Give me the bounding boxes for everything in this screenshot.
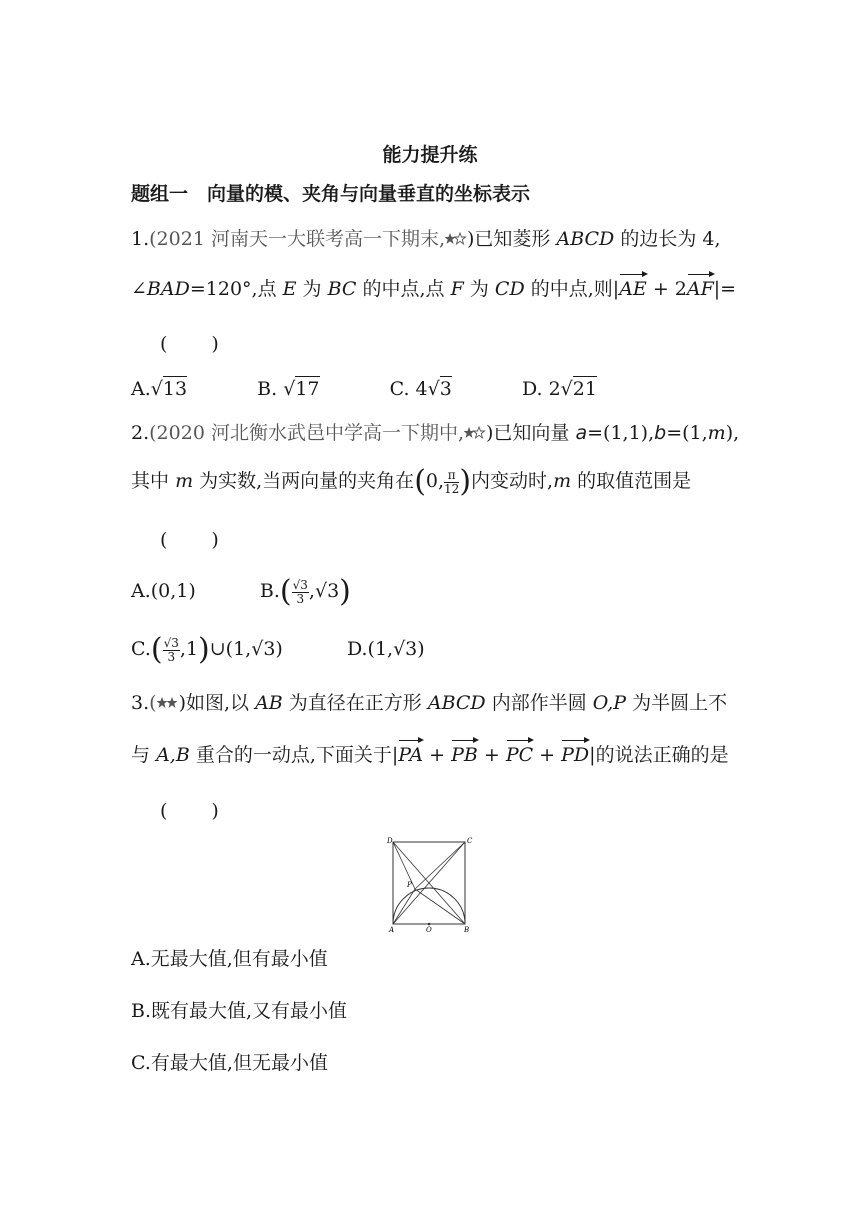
fig-label-B: B (464, 926, 470, 934)
q2-number: 2. (131, 422, 150, 444)
q1-answer-blank: ( ) (160, 333, 221, 355)
pi-over-12: $\frac{\pi}{12}$ (444, 467, 460, 496)
fig-label-D: D (387, 837, 393, 845)
fig-label-O: O (426, 926, 432, 934)
difficulty-star-icon (445, 232, 467, 246)
q1-option-c: C. 4√3 (389, 378, 452, 400)
q3-answer-blank: ( ) (160, 800, 221, 822)
vector-AE: AE (619, 278, 647, 300)
q2-option-c: C.( $\frac{√3}{3}$ ,1)∪(1,√3) (131, 632, 283, 667)
q3-option-b: B.既有最大值,又有最小值 (131, 1000, 348, 1022)
q3-line2: 与 A,B 重合的一动点,下面关于|PA + PB + PC + PD|的说法正确的是 (131, 744, 729, 766)
q1-number: 1. (131, 228, 150, 250)
square-semicircle-figure (385, 834, 480, 934)
fig-label-A: A (389, 926, 395, 934)
q1-option-b: B. √17 (257, 378, 320, 400)
q2-answer-blank: ( ) (160, 529, 221, 551)
fig-label-C: C (467, 837, 473, 845)
q1-option-d: D. 2√21 (521, 378, 597, 400)
q2-option-d: D.(1,√3) (346, 638, 425, 660)
q3-number: 3. (131, 692, 150, 714)
q1-options (131, 376, 597, 402)
q1-line1: 1.(2021 河南天一大联考高一下期末, )已知菱形 ABCD 的边长为 4, (131, 228, 721, 250)
q1-source: (2021 河南天一大联考高一下期末, (149, 228, 445, 250)
q1-option-a: A.√13 (131, 378, 188, 400)
q2-options-ab (131, 574, 351, 609)
q2-option-b: B.( $\frac{√3}{3}$ ,√3) (259, 574, 351, 609)
fig-label-P: P (407, 881, 412, 889)
q2-options-cd (131, 632, 425, 667)
section-heading: 题组一 向量的模、夹角与向量垂直的坐标表示 (131, 183, 531, 205)
vector-AF: AF (686, 278, 714, 300)
q2-line2: 其中 m 为实数,当两向量的夹角在(0, $\frac{\pi}{12}$ )内变动时,m 的取值范围是 (131, 464, 692, 499)
q2-source: (2020 河北衡水武邑中学高一下期中, (149, 422, 464, 444)
q3-line1: 3.( )如图,以 AB 为直径在正方形 ABCD 内部作半圆 O,P 为半圆上不 (131, 692, 728, 714)
page-title: 能力提升练 (382, 144, 478, 166)
q3-option-a: A.无最大值,但有最小值 (131, 948, 328, 970)
q1-line2: ∠BAD=120°,点 E 为 BC 的中点,点 F 为 CD 的中点,则|AE + 2AF|= (131, 278, 737, 300)
difficulty-star-icon (464, 426, 486, 440)
q2-option-a: A.(0,1) (131, 580, 196, 602)
difficulty-star-icon (157, 696, 179, 710)
q3-option-c: C.有最大值,但无最小值 (131, 1052, 328, 1074)
q2-line1: 2.(2020 河北衡水武邑中学高一下期中, )已知向量 a=(1,1),b=(1,m), (131, 422, 740, 444)
